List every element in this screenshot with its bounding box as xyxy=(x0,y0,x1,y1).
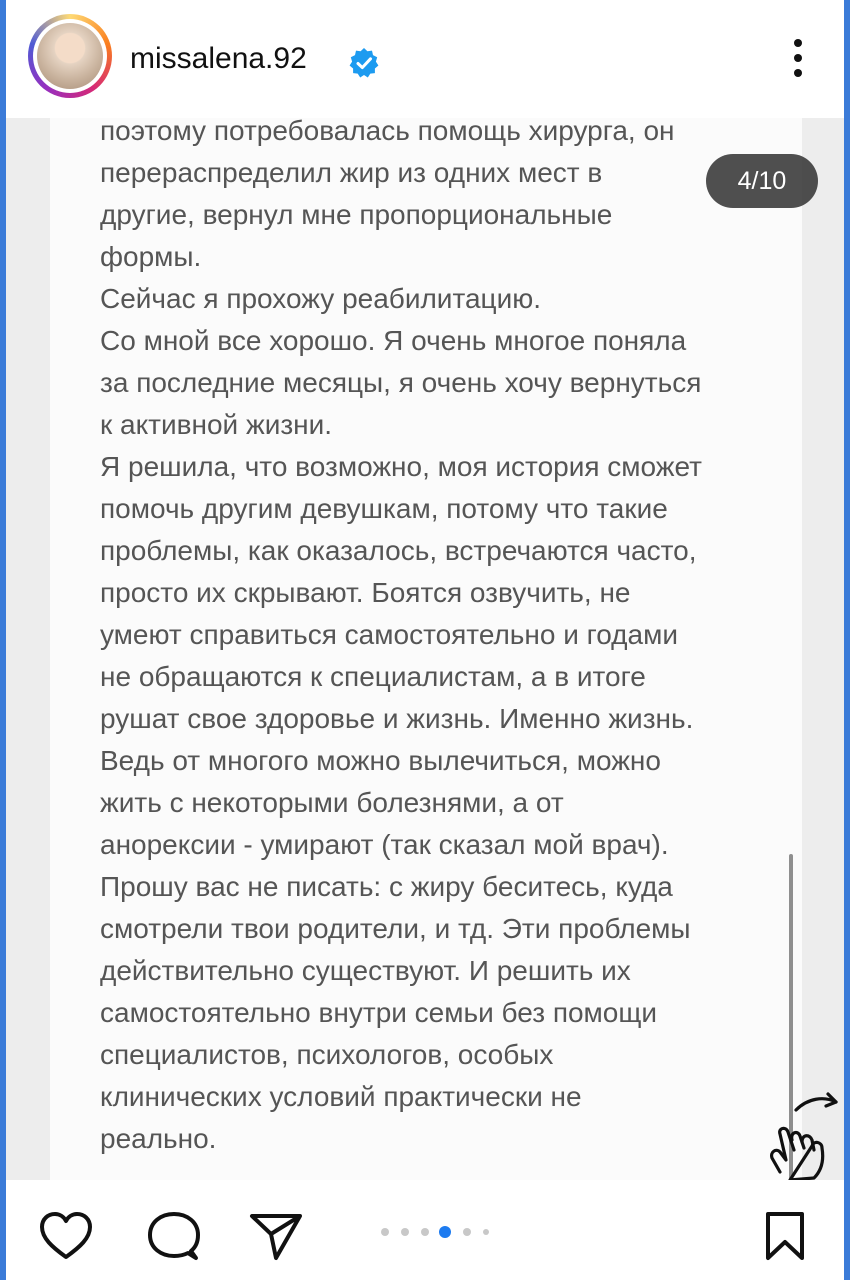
post-text-line: действительно существуют. И решить их xyxy=(100,955,631,986)
post-image-page xyxy=(50,118,802,1180)
carousel-dot-active xyxy=(439,1226,451,1238)
slide-counter: 4/10 xyxy=(706,154,818,208)
avatar[interactable] xyxy=(28,14,112,98)
post-text-line: поэтому потребовалась помощь хирурга, он xyxy=(100,118,675,146)
post-text xyxy=(100,118,790,1160)
more-vertical-icon[interactable] xyxy=(788,36,808,80)
post-text-line: другие, вернул мне пропорциональные xyxy=(100,199,613,230)
carousel-dot xyxy=(463,1228,471,1236)
heart-icon[interactable] xyxy=(38,1210,94,1262)
window-frame-right xyxy=(844,0,850,1280)
post-text-line: не обращаются к специалистам, а в итоге xyxy=(100,661,646,692)
post-text-line: смотрели твои родители, и тд. Эти проблемы xyxy=(100,913,691,944)
post-header xyxy=(6,0,844,118)
post-text-line: Сейчас я прохожу реабилитацию. xyxy=(100,283,541,314)
bookmark-icon[interactable] xyxy=(764,1210,806,1262)
post-text-line: умеют справиться самостоятельно и годами xyxy=(100,619,678,650)
verified-badge-icon xyxy=(348,47,380,79)
post-text-line: специалистов, психологов, особых xyxy=(100,1039,554,1070)
post-text-line: анорексии - умирают (так сказал мой врач). xyxy=(100,829,669,860)
post-text-line: жить с некоторыми болезнями, а от xyxy=(100,787,564,818)
swipe-hand-icon xyxy=(766,1088,844,1180)
post-carousel[interactable] xyxy=(6,118,844,1180)
post-text-line: рушат свое здоровье и жизнь. Именно жизнь. xyxy=(100,703,694,734)
post-text-line: проблемы, как оказалось, встречаются часто, xyxy=(100,535,697,566)
post-text-line: самостоятельно внутри семьи без помощи xyxy=(100,997,658,1028)
avatar-image xyxy=(37,23,103,89)
post-text-line: к активной жизни. xyxy=(100,409,333,440)
post-text-line: Со мной все хорошо. Я очень многое поняла xyxy=(100,325,687,356)
carousel-dot xyxy=(483,1229,489,1235)
carousel-dot xyxy=(401,1228,409,1236)
post-text-line: формы. xyxy=(100,241,202,272)
avatar-border xyxy=(33,19,107,93)
post-text-line: Я решила, что возможно, моя история сможет xyxy=(100,451,702,482)
post-text-line: за последние месяцы, я очень хочу вернуться xyxy=(100,367,702,398)
post-actions xyxy=(6,1180,844,1280)
post-text-line: клинических условий практически не xyxy=(100,1081,582,1112)
comment-icon[interactable] xyxy=(146,1210,202,1262)
carousel-dot xyxy=(381,1228,389,1236)
carousel-dot xyxy=(421,1228,429,1236)
post-text-line: просто их скрывают. Боятся озвучить, не xyxy=(100,577,631,608)
post-text-line: реально. xyxy=(100,1123,217,1154)
post-text-line: перераспределил жир из одних мест в xyxy=(100,157,603,188)
post-text-line: Ведь от многого можно вылечиться, можно xyxy=(100,745,661,776)
post-text-line: Прошу вас не писать: с жиру беситесь, куда xyxy=(100,871,673,902)
username[interactable]: missalena.92 xyxy=(130,42,307,75)
post-text-line: помочь другим девушкам, потому что такие xyxy=(100,493,668,524)
send-icon[interactable] xyxy=(248,1210,304,1262)
